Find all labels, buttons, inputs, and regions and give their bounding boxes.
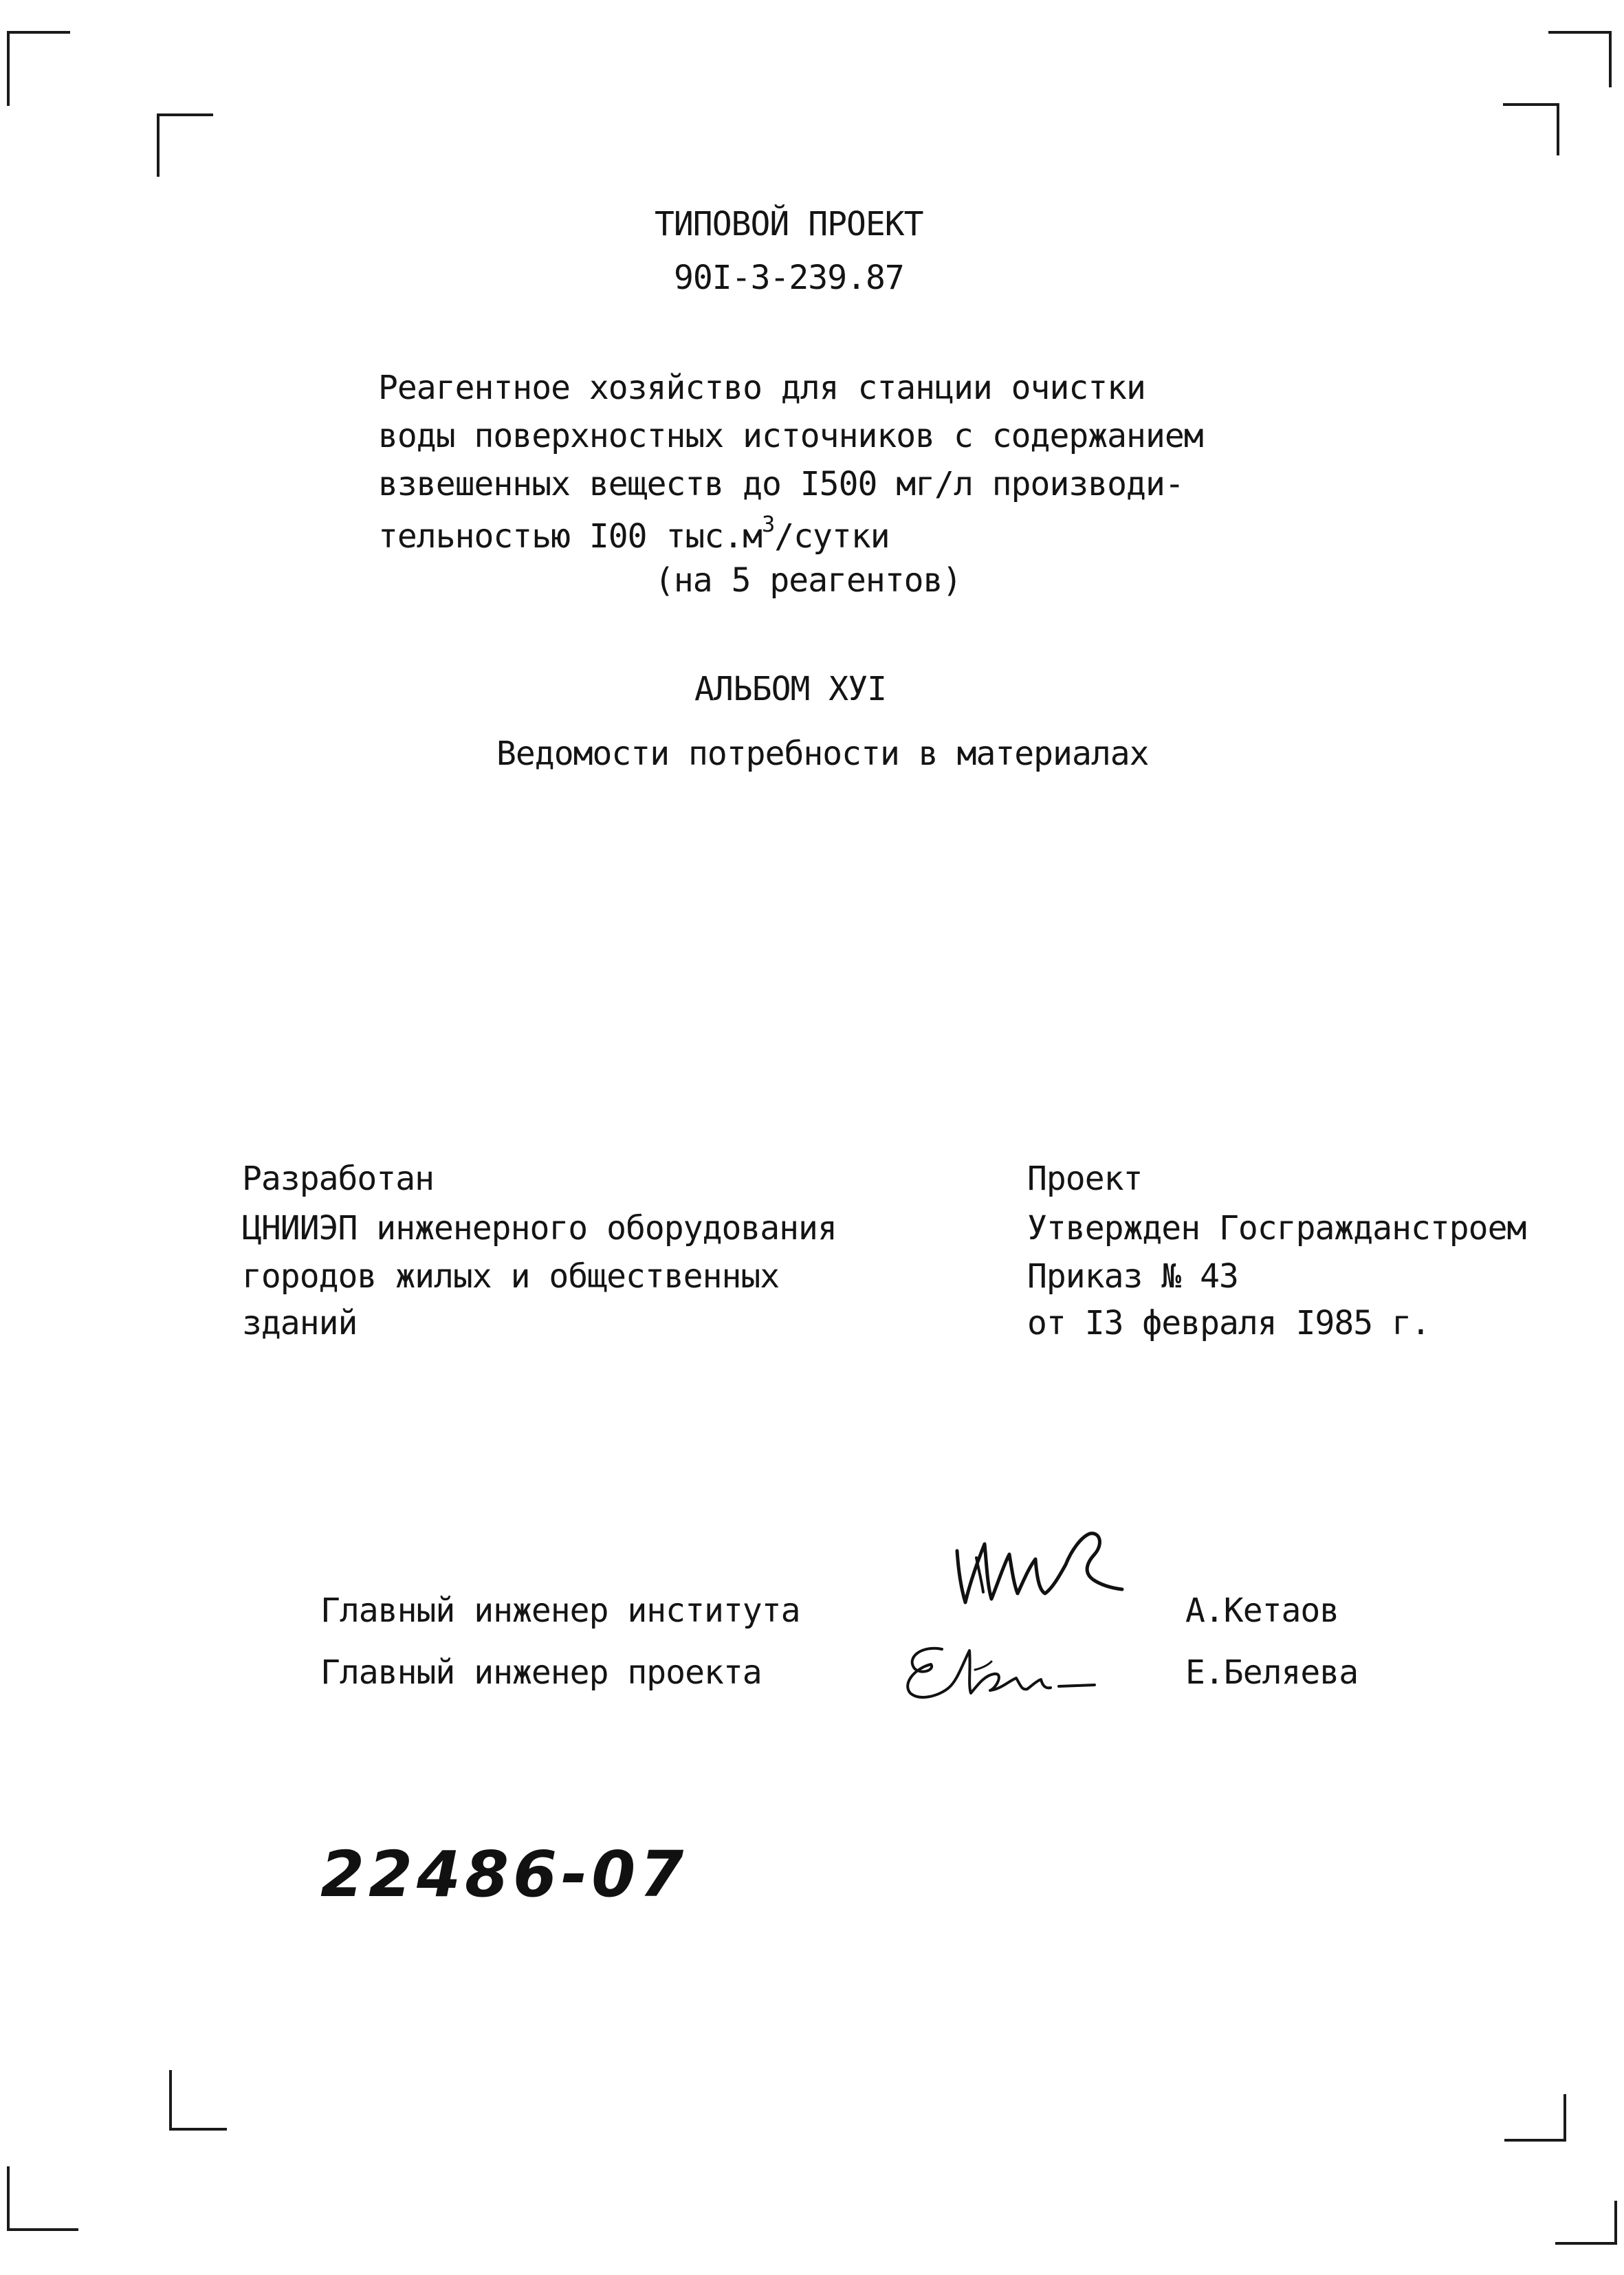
developed-label: Разработан — [242, 1160, 434, 1198]
signature-name-2: Е.Беляева — [1185, 1653, 1359, 1692]
inventory-stamp-number: 22486-07 — [320, 1838, 688, 1911]
handwritten-signature-1-icon — [949, 1516, 1128, 1613]
description-line-4-suffix: /сутки — [774, 517, 890, 556]
crop-mark-bottom-left-inner — [169, 2070, 227, 2131]
crop-mark-bottom-left-outer — [7, 2166, 78, 2231]
crop-mark-top-left-inner — [157, 113, 213, 177]
developer-line-1: ЦНИИЭП инженерного оборудования — [242, 1209, 837, 1248]
developer-line-2: городов жилых и общественных — [242, 1257, 780, 1296]
approval-line-1: Утвержден Госгражданстроем — [1027, 1209, 1526, 1248]
reagents-count-line: (на 5 реагентов) — [655, 561, 962, 600]
developer-line-3: зданий — [242, 1304, 358, 1342]
document-type-title: ТИПОВОЙ ПРОЕКТ — [655, 205, 923, 243]
album-title: АЛЬБОМ ХУI — [694, 670, 886, 708]
signature-role-1: Главный инженер института — [320, 1591, 800, 1630]
handwritten-signature-2-icon — [894, 1630, 1100, 1706]
crop-mark-top-left-outer — [7, 31, 70, 106]
approval-line-3: от I3 февраля I985 г. — [1027, 1304, 1430, 1342]
crop-mark-top-right-outer — [1548, 31, 1612, 87]
crop-mark-bottom-right-inner — [1504, 2094, 1566, 2142]
approval-label: Проект — [1027, 1160, 1143, 1198]
album-subtitle: Ведомости потребности в материалах — [496, 734, 1149, 773]
crop-mark-top-right-inner — [1503, 103, 1559, 155]
description-line-4-prefix: тельностью I00 тыс.м — [378, 517, 762, 556]
description-line-2: воды поверхностных источников с содержанием — [378, 417, 1203, 455]
description-line-1: Реагентное хозяйство для станции очистки — [378, 369, 1145, 407]
approval-line-2: Приказ № 43 — [1027, 1257, 1238, 1296]
cubic-superscript: 3 — [761, 511, 775, 537]
signature-role-2: Главный инженер проекта — [320, 1653, 762, 1692]
signature-name-1: А.Кетаов — [1185, 1591, 1339, 1630]
project-number: 90I-3-239.87 — [674, 259, 904, 297]
description-line-3: взвешенных веществ до I500 мг/л производи- — [378, 465, 1184, 503]
crop-mark-bottom-right-outer — [1555, 2201, 1617, 2245]
description-line-4 — [378, 511, 890, 556]
